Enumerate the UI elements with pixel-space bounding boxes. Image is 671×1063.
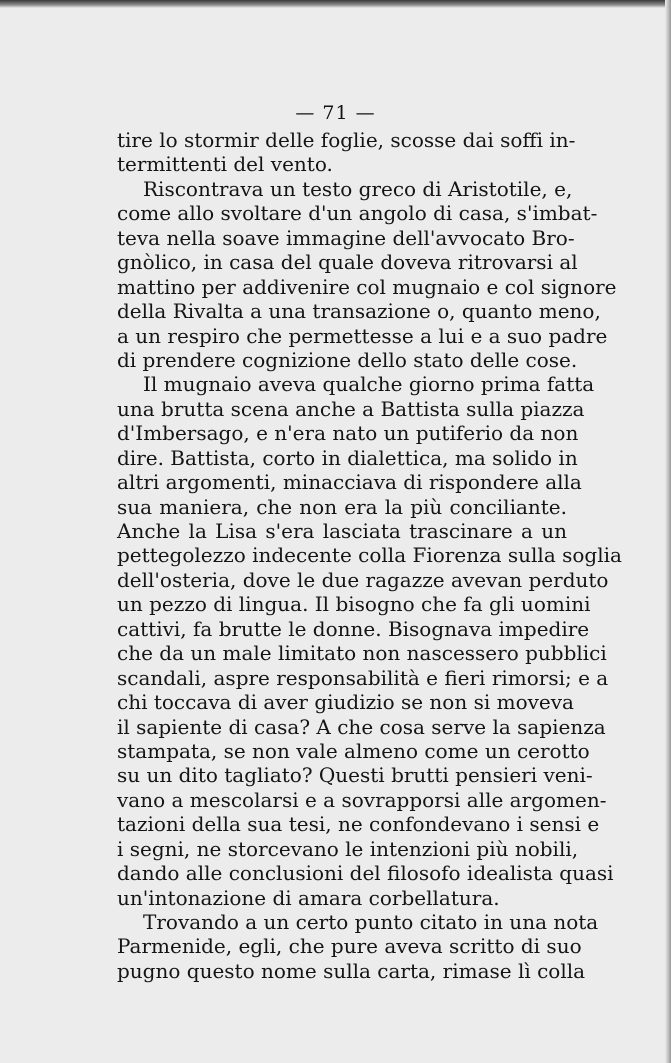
- text-line: su un dito tagliato? Questi brutti pensieri veni-: [117, 763, 593, 788]
- text-line: dire. Battista, corto in dialettica, ma solido in: [117, 445, 578, 470]
- text-line: dando alle conclusioni del filosofo idealista quasi: [117, 861, 614, 886]
- text-line: dell'osteria, dove le due ragazze avevan perduto: [117, 567, 609, 592]
- text-line: un pezzo di lingua. Il bisogno che fa gli uomini: [117, 592, 591, 617]
- text-line: un'intonazione di amara corbellatura.: [117, 885, 500, 910]
- text-line: chi toccava di aver giudizio se non si moveva: [117, 690, 574, 715]
- text-line: il sapiente di casa? A che cosa serve la sapienza: [117, 714, 606, 739]
- text-line: mattino per addivenire col mugnaio e col signore: [117, 274, 617, 299]
- text-line: teva nella soave immagine dell'avvocato Bro-: [117, 225, 575, 250]
- text-line: sua maniera, che non era la più conciliante.: [117, 494, 567, 519]
- text-line: Anche la Lisa s'era lasciata trascinare a un: [117, 519, 567, 543]
- text-line: cattivi, fa brutte le donne. Bisognava impedire: [117, 616, 590, 641]
- text-line: pugno questo nome sulla carta, rimase lì colla: [117, 958, 586, 983]
- text-line: Trovando a un certo punto citato in una nota: [143, 910, 599, 934]
- text-line: a un respiro che permettesse a lui e a suo padre: [117, 323, 608, 348]
- text-line: di prendere cognizione dello stato delle cose.: [117, 347, 578, 372]
- text-line: come allo svoltare d'un angolo di casa, s'imbat-: [117, 201, 598, 226]
- text-line: Parmenide, egli, che pure aveva scritto di suo: [117, 934, 582, 959]
- text-line: scandali, aspre responsabilità e fieri rimorsi; e a: [117, 665, 609, 690]
- page-number: — 71 —: [295, 102, 376, 124]
- text-line: una brutta scena anche a Battista sulla piazza: [117, 396, 585, 421]
- text-line: stampata, se non vale almeno come un cerotto: [117, 738, 590, 763]
- text-line: vano a mescolarsi e a sovrapporsi alle argomen-: [117, 787, 607, 812]
- text-line: tazioni della sua tesi, ne confondevano i sensi e: [117, 812, 600, 837]
- text-line: Il mugnaio aveva qualche giorno prima fatta: [143, 372, 595, 397]
- text-line: d'Imbersago, e n'era nato un putiferio da non: [117, 421, 579, 446]
- text-line: termittenti del vento.: [117, 152, 333, 177]
- text-line: Riscontrava un testo greco di Aristotile, e,: [143, 176, 573, 201]
- text-line: che da un male limitato non nascessero pubblici: [117, 641, 607, 666]
- text-line: gnòlico, in casa del quale doveva ritrovarsi al: [117, 250, 578, 275]
- text-line: della Rivalta a una transazione o, quanto meno,: [117, 299, 601, 324]
- page-top-edge: [0, 0, 671, 8]
- text-line: pettegolezzo indecente colla Fiorenza sulla soglia: [117, 543, 622, 568]
- text-line: i segni, ne storcevano le intenzioni più nobili,: [117, 836, 579, 861]
- text-line: tire lo stormir delle foglie, scosse dai soffi in-: [117, 128, 576, 152]
- body-text: [117, 128, 622, 983]
- text-line: altri argomenti, minacciava di rispondere alla: [117, 470, 582, 495]
- page-right-edge: [665, 0, 671, 1063]
